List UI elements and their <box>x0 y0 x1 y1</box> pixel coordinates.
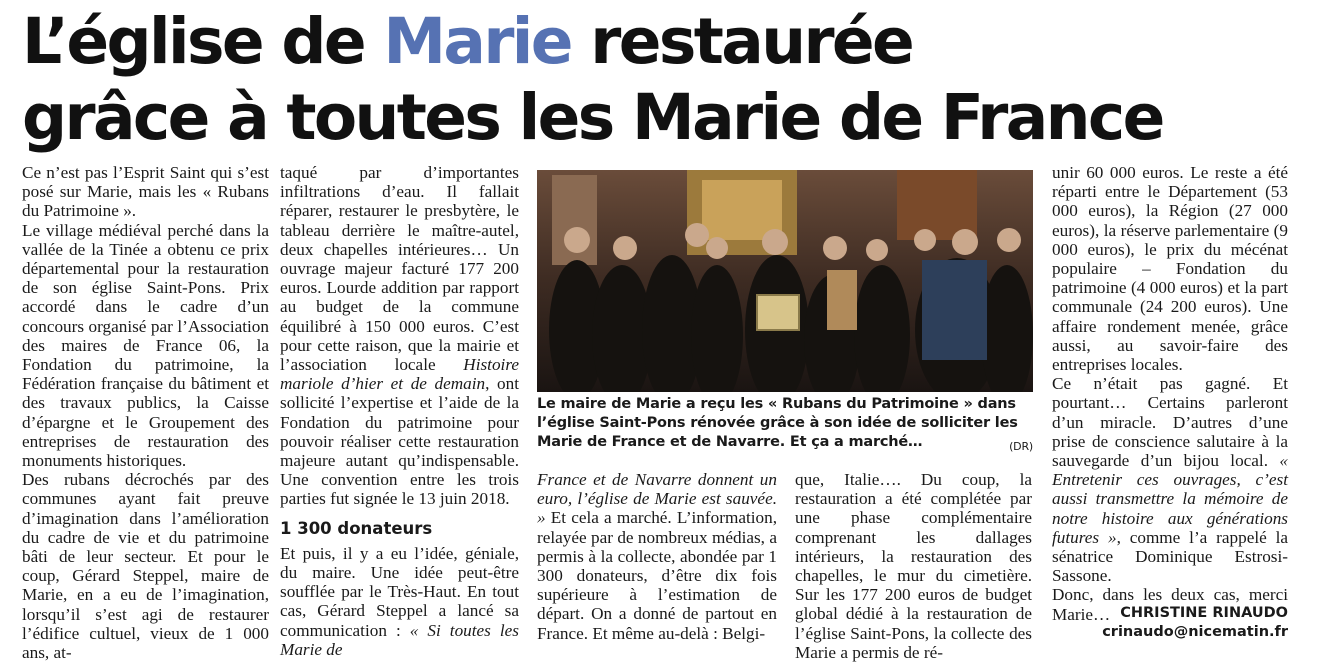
paragraph: Des rubans décrochés par des communes ayant fait preuve d’imagination dans l’amélioration du cadre de vie et du patrimoine bâti de leur secteur. Et pour le coup, Gérard Steppel, maire de Marie, en a eu de l’imagination, lorsqu’il s’est agi de restaurer l’édifice cultuel, vieux de 1 000 ans, at- <box>22 470 269 662</box>
article-column-5 <box>1052 163 1288 624</box>
article-photo <box>537 170 1033 392</box>
photo-credit: (DR) <box>1009 440 1033 453</box>
author-name: CHRISTINE RINAUDO <box>1120 605 1288 621</box>
photo-caption: Le maire de Marie a reçu les « Rubans du Patrimoine » dans l’église Saint-Pons rénovée grâce à son idée de solliciter les Marie de France et de Navarre. Et ça a marché… (DR) <box>537 395 1033 456</box>
paragraph: que, Italie…. Du coup, la restauration a été complétée par une phase complémentaire comprenant les dallages intérieurs, la restauration des chapelles, le mur du cimetière. Sur les 177 200 euros de budget global dédié à la restauration de l’église Saint-Pons, la collecte des Marie a permis de ré- <box>795 470 1032 662</box>
subheading: 1 300 donateurs <box>280 518 433 538</box>
article-column-1 <box>22 163 269 662</box>
article-column-4 <box>795 470 1032 662</box>
headline-line-2: grâce à toutes les Marie de France <box>22 81 1163 154</box>
paragraph: Le village médiéval perché dans la vallée de la Tinée a obtenu ce prix départemental pour la restauration de son église Saint-Pons. Prix accordé dans le cadre d’un concours organisé par l’Association des maires de France 06, la Fondation du patrimoine, la Fédération française du bâtiment et des travaux publics, la Caisse d’épargne et le Groupement des entreprises de restauration des monuments historiques. <box>22 220 269 471</box>
paragraph: taqué par d’importantes infiltrations d’eau. Il fallait réparer, restaurer le presbytère, le tableau derrière le maître-autel, deux chapelles intérieures… Un ouvrage majeur facturé 177 200 euros. Lourde addition par rapport au budget de la commune équilibré à 150 000 euros. C’est pour cette raison, que la mairie et l’association locale Histoire mariole d’hier et de demain, ont sollicité l’expertise et l’aide de la Fondation du patrimoine pour pouvoir réaliser cette restauration majeure autant qu’indispensable. Une convention entre les trois parties fut signée le 13 juin 2018. <box>280 163 519 509</box>
headline-accent-word: Marie <box>383 5 571 78</box>
headline-line-1: L’église de Marie restaurée <box>22 5 913 78</box>
paragraph: unir 60 000 euros. Le reste a été réparti entre le Département (53 000 euros), la Région (27 000 euros), la réserve parlementaire (9 000 euros), le prix du mécénat populaire – Fondation du patrimoine (4 000 euros) et la part communale (24 200 euros). Une affaire rondement menée, grâce aussi, au savoir-faire des entreprises locales. <box>1052 163 1288 375</box>
photo-illustration <box>537 170 1033 392</box>
headline <box>22 4 1312 156</box>
paragraph: Et puis, il y a eu l’idée, géniale, du maire. Une idée peut-être soufflée par le Très-Haut. En tout cas, Gérard Steppel a lancé sa communication : « Si toutes les Marie de <box>280 543 519 659</box>
paragraph: Ce n’était pas gagné. Et pourtant… Certains parleront d’un miracle. D’autres d’une prise de conscience salutaire à la sauvegarde d’un bijou local. « Entretenir ces ouvrages, c’est aussi transmettre la mémoire de notre histoire aux générations futures », comme l’a rappelé la sénatrice Dominique Estrosi-Sassone. <box>1052 374 1288 586</box>
article-column-2 <box>280 163 519 659</box>
byline <box>1052 604 1288 642</box>
paragraph: Donc, dans les deux cas, merci Marie… <box>1052 585 1288 624</box>
article-column-3 <box>537 470 777 643</box>
author-email: crinaudo@nicematin.fr <box>1102 624 1288 640</box>
paragraph: Ce n’est pas l’Esprit Saint qui s’est posé sur Marie, mais les « Rubans du Patrimoine ». <box>22 163 269 221</box>
paragraph: France et de Navarre donnent un euro, l’église de Marie est sauvée. » Et cela a marché. L’information, relayée par de nombreux médias, a permis à la collecte, abondée par 1 300 donateurs, d’être dix fois supérieure à l’estimation de départ. On a donné de partout en France. Et même au-delà : Belgi- <box>537 470 777 643</box>
